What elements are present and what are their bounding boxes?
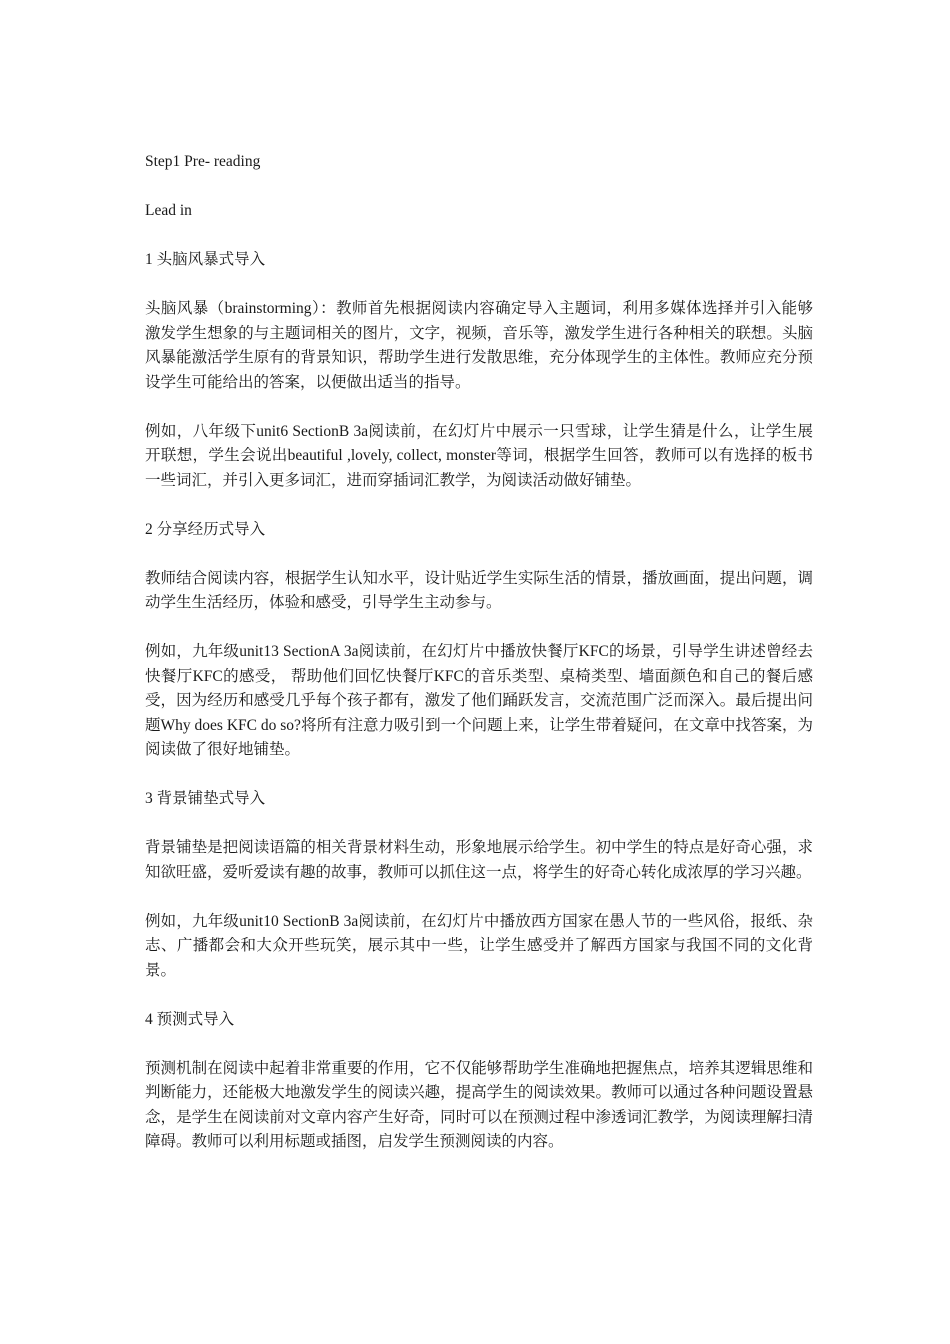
paragraph-prediction-intro: 预测机制在阅读中起着非常重要的作用，它不仅能够帮助学生准确地把握焦点，培养其逻辑思维和判断能力，还能极大地激发学生的阅读兴趣，提高学生的阅读效果。教师可以通过各种问题设置悬念，是学生在阅读前对文章内容产生好奇，同时可以在预测过程中渗透词汇教学，为阅读理解扫清障碍。教师可以利用标题或插图，启发学生预测阅读的内容。 <box>145 1059 813 1150</box>
paragraph-brainstorming-example: 例如，八年级下unit6 SectionB 3a阅读前，在幻灯片中展示一只雪球，让学生猜是什么，让学生展开联想，学生会说出beautiful ,lovely, collect, monster等词，根据学生回答，教师可以有选择的板书一些词汇，并引入更多词汇，进而穿插词汇教学，为阅读活动做好铺垫。 <box>145 422 813 489</box>
paragraph-brainstorming-intro: 头脑风暴（brainstorming）：教师首先根据阅读内容确定导入主题词，利用多媒体选择并引入能够激发学生想象的与主题词相关的图片，文字，视频，音乐等，激发学生进行各种相关的联想。头脑风暴能激活学生原有的背景知识，帮助学生进行发散思维，充分体现学生的主体性。教师应充分预设学生可能给出的答案，以便做出适当的指导。 <box>145 300 813 391</box>
paragraph-sharing-example: 例如，九年级unit13 SectionA 3a阅读前，在幻灯片中播放快餐厅KFC的场景，引导学生讲述曾经去快餐厅KFC的感受， 帮助他们回忆快餐厅KFC的音乐类型、桌椅类型、墙面颜色和自己的餐后感受，因为经历和感受几乎每个孩子都有，激发了他们踊跃发言，交流范围广泛而深入。最后提出问题Why does KFC do so?将所有注意力吸引到一个问题上来，让学生带着疑问，在文章中找答案，为阅读做了很好地铺垫。 <box>145 643 813 758</box>
step-title: Step1 Pre- reading <box>145 153 261 170</box>
section-heading-background: 3 背景铺垫式导入 <box>145 790 266 807</box>
section-heading-brainstorming: 1 头脑风暴式导入 <box>145 251 266 268</box>
section-heading-sharing-experience: 2 分享经历式导入 <box>145 520 266 538</box>
section-heading-prediction: 4 预测式导入 <box>145 1010 235 1028</box>
paragraph-background-example: 例如，九年级unit10 SectionB 3a阅读前，在幻灯片中播放西方国家在愚人节的一些风俗，报纸、杂志、广播都会和大众开些玩笑，展示其中一些，让学生感受并了解西方国家与我国不同的文化背景。 <box>145 912 813 979</box>
paragraph-background-intro: 背景铺垫是把阅读语篇的相关背景材料生动，形象地展示给学生。初中学生的特点是好奇心强，求知欲旺盛，爱听爱读有趣的故事，教师可以抓住这一点，将学生的好奇心转化成浓厚的学习兴趣。 <box>145 839 813 881</box>
document-page <box>145 150 813 1179</box>
paragraph-sharing-intro: 教师结合阅读内容，根据学生认知水平，设计贴近学生实际生活的情景，播放画面，提出问题，调动学生生活经历，体验和感受，引导学生主动参与。 <box>145 569 813 611</box>
subtitle-lead-in: Lead in <box>145 202 192 219</box>
